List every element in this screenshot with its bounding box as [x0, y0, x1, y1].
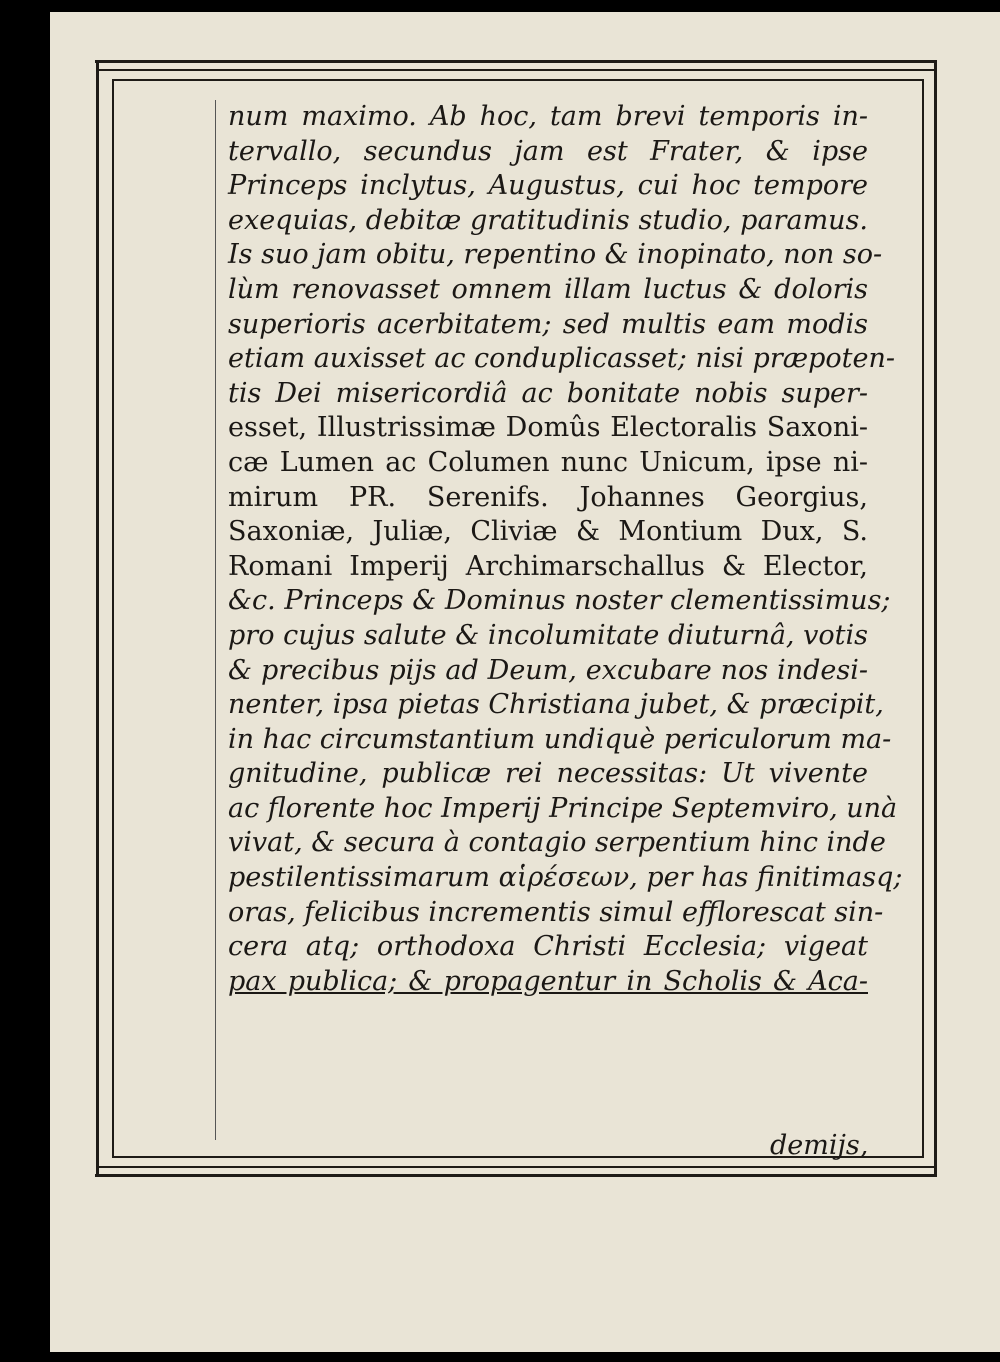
- text-line: pax publica; & propagentur in Scholis & Aca-: [228, 965, 868, 997]
- text-line: lùm renovasset omnem illam luctus & doloris: [228, 273, 868, 305]
- border-rule-bottom-middle: [98, 1166, 934, 1168]
- border-rule-top-outer: [95, 60, 937, 63]
- text-line: Princeps inclytus, Augustus, cui hoc tempore: [228, 170, 868, 202]
- border-rule-left-outer: [96, 62, 99, 1174]
- text-line: & precibus pijs ad Deum, excubare nos indesi-: [228, 654, 868, 686]
- text-line: num maximo. Ab hoc, tam brevi temporis in-: [228, 101, 868, 132]
- text-line: esset, Illustrissimæ Domûs Electoralis Saxoni-: [228, 412, 868, 444]
- border-rule-bottom-outer: [95, 1174, 937, 1177]
- border-rule-left-inner: [112, 80, 114, 1157]
- text-line: Romani Imperij Archimarschallus & Elector,: [228, 550, 868, 582]
- body-text: [228, 100, 903, 999]
- text-line: &c. Princeps & Dominus noster clementissimus;: [228, 585, 891, 617]
- text-line: Is suo jam obitu, repentino & inopinato, non so-: [228, 239, 883, 271]
- text-line: tervallo, secundus jam est Frater, & ipse: [228, 135, 868, 167]
- text-line: mirum PR. Serenifs. Johannes Georgius,: [228, 481, 868, 513]
- text-line: nenter, ipsa pietas Christiana jubet, & præcipit,: [228, 689, 884, 721]
- text-line: in hac circumstantium undiquè periculorum ma-: [228, 723, 892, 755]
- text-line: Saxoniæ, Juliæ, Cliviæ & Montium Dux, S.: [228, 516, 868, 548]
- text-line: cæ Lumen ac Columen nunc Unicum, ipse ni-: [228, 446, 868, 478]
- border-rule-top-inner: [112, 79, 924, 81]
- catchword: demijs,: [770, 1130, 869, 1161]
- text-line: cera atq; orthodoxa Christi Ecclesia; vigeat: [228, 931, 868, 963]
- border-rule-top-middle: [98, 69, 934, 71]
- text-line: pro cujus salute & incolumitate diuturnâ, votis: [228, 619, 868, 651]
- text-line: ac florente hoc Imperij Principe Septemviro, unà: [228, 792, 898, 824]
- text-line: gnitudine, publicæ rei necessitas: Ut vivente: [228, 758, 868, 790]
- text-line: exequias, debitæ gratitudinis studio, paramus.: [228, 204, 868, 236]
- border-rule-right-outer: [934, 62, 937, 1174]
- text-line: vivat, & secura à contagio serpentium hinc inde: [228, 827, 886, 859]
- text-line: superioris acerbitatem; sed multis eam modis: [228, 308, 868, 340]
- text-line: oras, felicibus incrementis simul efflorescat sin-: [228, 896, 884, 928]
- text-margin-rule: [215, 100, 216, 1140]
- border-rule-right-inner: [922, 80, 924, 1157]
- text-line: etiam auxisset ac conduplicasset; nisi præpoten-: [228, 343, 895, 375]
- text-line: tis Dei misericordiâ ac bonitate nobis super-: [228, 377, 868, 409]
- text-line: pestilentissimarum αἱρέσεων, per has finitimasq;: [228, 862, 903, 894]
